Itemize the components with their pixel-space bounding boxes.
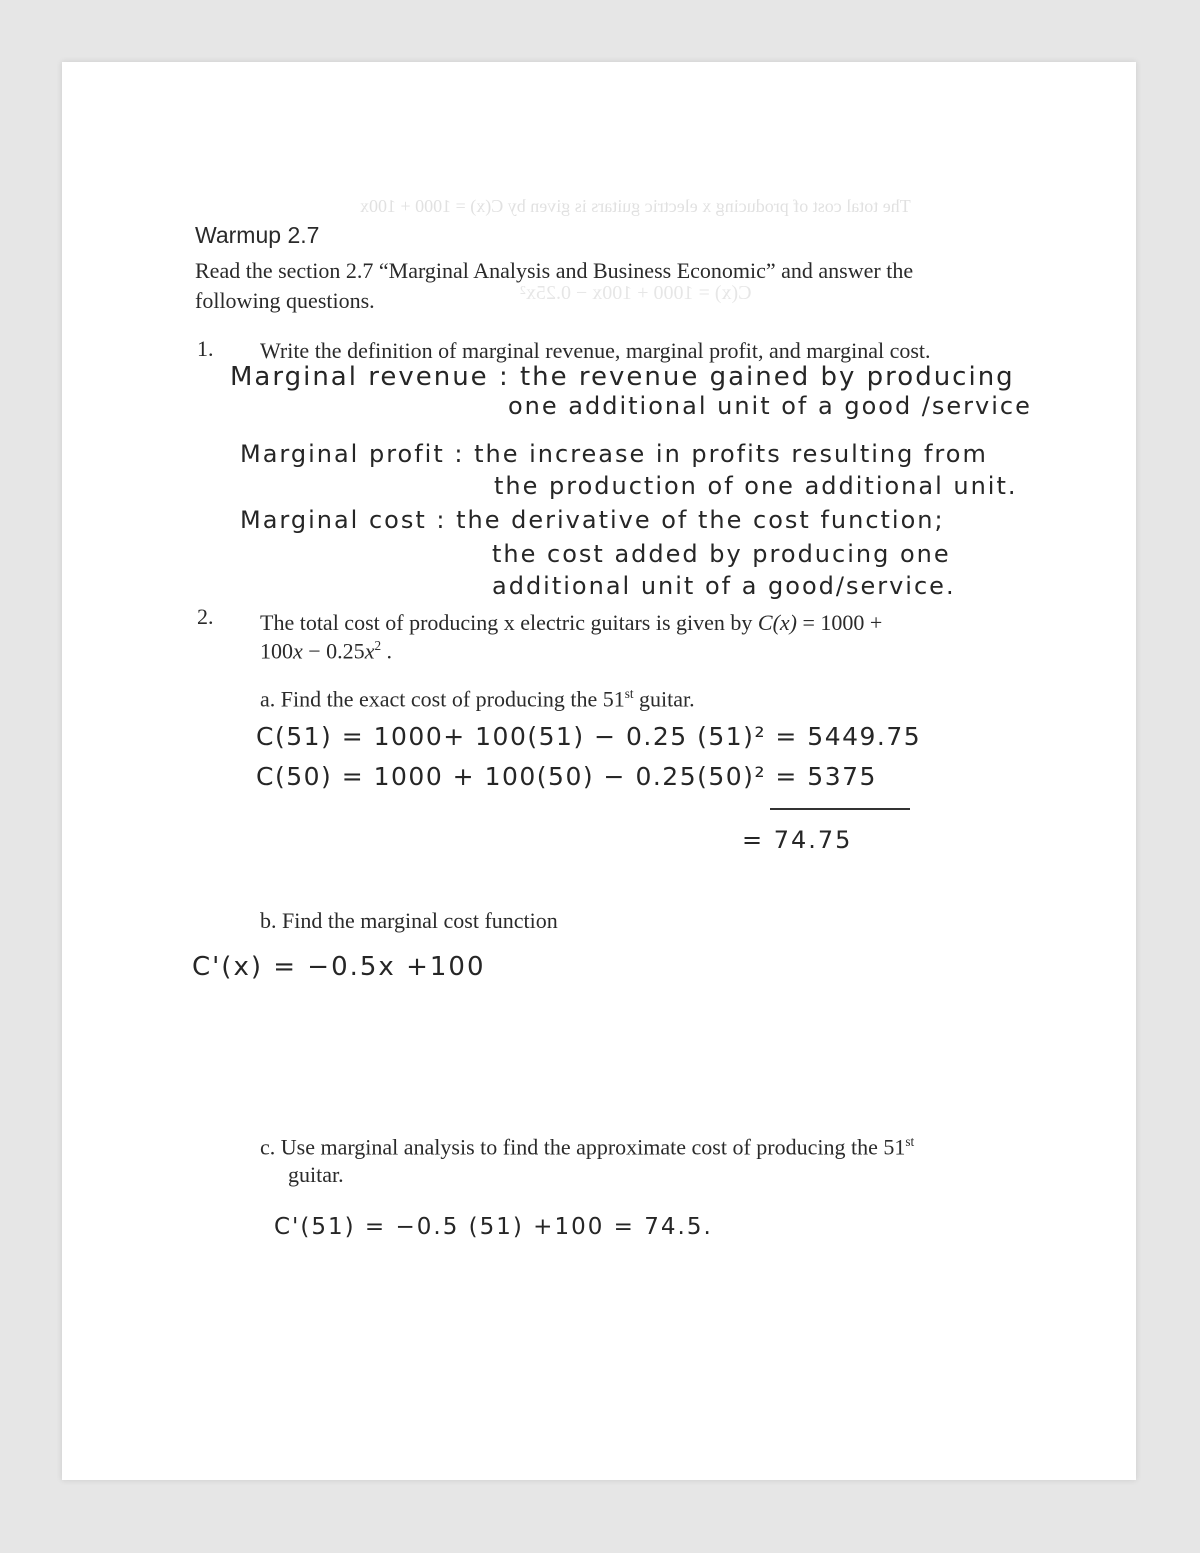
part-c-text: c. Use marginal analysis to find the approximate cost of producing the 51 xyxy=(260,1134,906,1160)
cost-function-symbol: C(x) xyxy=(757,610,798,635)
part-a-label xyxy=(260,686,695,712)
marginal-cost-answer-line-3: additional unit of a good/service. xyxy=(492,572,956,600)
part-b-answer: C'(x) = −0.5x +100 xyxy=(192,952,486,982)
var-x: x xyxy=(293,638,303,664)
part-c-label-line-1 xyxy=(260,1134,914,1160)
prompt-text: The total cost of producing x electric guitars is given by xyxy=(260,610,758,635)
part-a-work-line-1: C(51) = 1000+ 100(51) − 0.25 (51)² = 5449.75 xyxy=(256,722,922,751)
bleed-through-line-1: The total cost of producing x electric guitars is given by C(x) = 1000 + 100x xyxy=(360,196,911,216)
marginal-cost-answer-line-2: the cost added by producing one xyxy=(492,540,951,568)
question-1-number: 1. xyxy=(197,336,214,361)
marginal-profit-answer-line-1: Marginal profit : the increase in profits resulting from xyxy=(240,440,988,468)
ordinal-st: st xyxy=(624,686,634,701)
marginal-cost-answer-line-1: Marginal cost : the derivative of the cost function; xyxy=(240,506,945,534)
part-c-answer: C'(51) = −0.5 (51) +100 = 74.5. xyxy=(274,1214,713,1240)
prompt-equation: = 1000 + xyxy=(797,610,883,635)
worksheet-title: Warmup 2.7 xyxy=(195,222,320,248)
part-b-label: b. Find the marginal cost function xyxy=(260,908,558,933)
part-a-text: a. Find the exact cost of producing the 51 xyxy=(260,686,625,712)
coef-025: − 0.25 xyxy=(302,638,365,664)
subtraction-rule xyxy=(770,808,910,810)
ordinal-st: st xyxy=(905,1134,915,1149)
question-2-prompt-line-2 xyxy=(260,638,392,664)
marginal-revenue-answer-line-1: Marginal revenue : the revenue gained by producing xyxy=(230,362,1015,392)
instructions-line-2: following questions. xyxy=(195,288,375,313)
instructions-line-1: Read the section 2.7 “Marginal Analysis and Business Economic” and answer the xyxy=(195,258,914,283)
part-c-label-line-2: guitar. xyxy=(288,1162,344,1187)
period: . xyxy=(381,638,393,664)
part-a-work-line-2: C(50) = 1000 + 100(50) − 0.25(50)² = 5375 xyxy=(256,762,877,791)
coef-100: 100 xyxy=(260,638,293,664)
question-1-prompt: Write the definition of marginal revenue, marginal profit, and marginal cost. xyxy=(260,338,931,363)
exponent: 2 xyxy=(374,638,382,653)
part-a-result: = 74.75 xyxy=(742,826,853,854)
marginal-revenue-answer-line-2: one additional unit of a good /service xyxy=(508,392,1032,420)
question-2-prompt-line-1 xyxy=(260,610,882,636)
var-x-squared: x xyxy=(364,638,375,664)
bleed-through-line-2: C(x) = 1000 + 100x − 0.25x² xyxy=(520,282,752,304)
question-2-number: 2. xyxy=(197,604,214,629)
part-a-text-end: guitar. xyxy=(633,686,695,712)
marginal-profit-answer-line-2: the production of one additional unit. xyxy=(494,472,1018,500)
